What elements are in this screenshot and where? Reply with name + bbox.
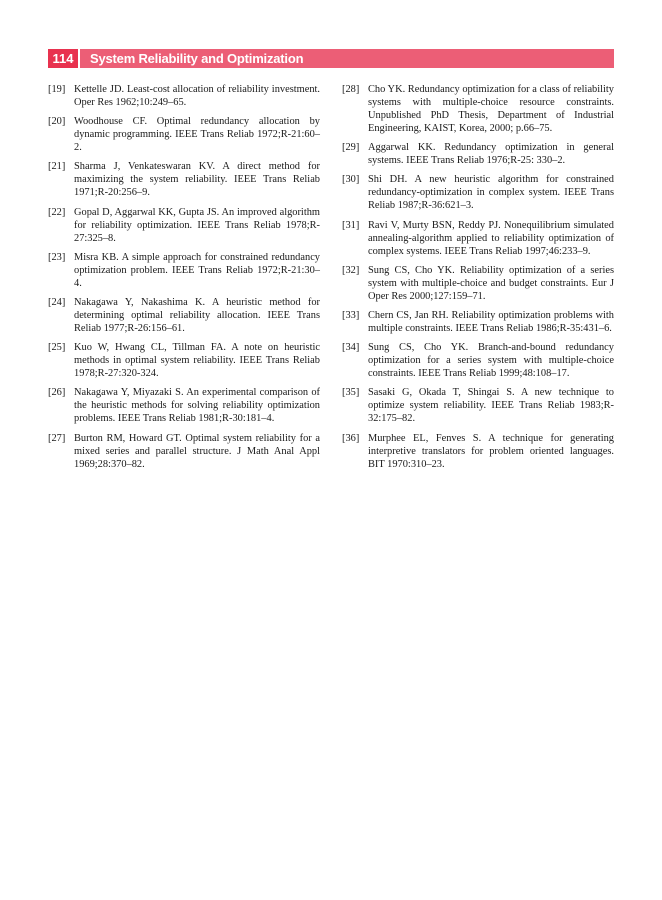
reference-text: Kuo W, Hwang CL, Tillman FA. A note on heuristic methods in optimal system reliability. IEEE Trans Reliab 1978;R-27:320-324. (74, 342, 320, 380)
reference-number: [28] (342, 84, 360, 95)
reference-number: [32] (342, 264, 360, 276)
reference-text: Nakagawa Y, Nakashima K. A heuristic method for determining optimal reliability allocation. IEEE Trans Reliab 1977;R-26:156–61. (74, 296, 320, 334)
reference-text: Nakagawa Y, Miyazaki S. An experimental comparison of the heuristic methods for solving reliability optimization problems. IEEE Trans Reliab 1981;R-30:181–4. (74, 387, 320, 425)
reference-item (48, 341, 320, 380)
reference-number: [26] (48, 387, 66, 399)
reference-number: [35] (342, 387, 360, 399)
reference-number: [25] (48, 342, 66, 354)
reference-item (48, 160, 320, 199)
reference-item (342, 83, 614, 135)
reference-text: Gopal D, Aggarwal KK, Gupta JS. An improved algorithm for reliability optimization. IEEE Trans Reliab 1978;R-27:325–8. (74, 206, 320, 244)
reference-number: [24] (48, 296, 66, 308)
reference-item (342, 309, 614, 335)
reference-item (48, 206, 320, 245)
reference-item (342, 341, 614, 380)
reference-text: Shi DH. A new heuristic algorithm for constrained redundancy-optimization in complex system. IEEE Trans Reliab 1987;R-36:621–3. (368, 174, 614, 212)
reference-item (342, 264, 614, 303)
reference-item (342, 173, 614, 212)
reference-text: Chern CS, Jan RH. Reliability optimization problems with multiple constraints. IEEE Trans Reliab 1986;R-35:431–6. (368, 309, 614, 334)
reference-number: [31] (342, 219, 360, 231)
reference-number: [20] (48, 116, 66, 128)
reference-number: [22] (48, 206, 66, 218)
reference-number: [33] (342, 309, 360, 321)
reference-number: [19] (48, 84, 66, 95)
reference-number: [36] (342, 432, 360, 444)
reference-item (48, 115, 320, 154)
reference-number: [27] (48, 432, 66, 444)
reference-item (48, 432, 320, 471)
reference-number: [29] (342, 142, 360, 154)
reference-text: Misra KB. A simple approach for constrained redundancy optimization problem. IEEE Trans Reliab 1972;R-21:30–4. (74, 251, 320, 289)
chapter-title: System Reliability and Optimization (80, 49, 614, 68)
reference-item (48, 296, 320, 335)
page-number: 114 (48, 49, 78, 68)
reference-number: [23] (48, 251, 66, 263)
reference-item (48, 251, 320, 290)
references-left-column (48, 83, 320, 477)
reference-text: Sasaki G, Okada T, Shingai S. A new technique to optimize system reliability. IEEE Trans Reliab 1983;R-32:175–82. (368, 387, 614, 425)
running-header (48, 49, 614, 68)
reference-item (48, 386, 320, 425)
reference-text: Burton RM, Howard GT. Optimal system reliability for a mixed series and parallel structure. J Math Anal Appl 1969;28:370–82. (74, 432, 320, 470)
reference-text: Sharma J, Venkateswaran KV. A direct method for maximizing the system reliability. IEEE Trans Reliab 1971;R-20:256–9. (74, 161, 320, 199)
reference-number: [34] (342, 342, 360, 354)
references-right-column (342, 83, 614, 477)
reference-item (342, 386, 614, 425)
reference-text: Kettelle JD. Least-cost allocation of reliability investment. Oper Res 1962;10:249–65. (74, 84, 320, 108)
reference-text: Woodhouse CF. Optimal redundancy allocation by dynamic programming. IEEE Trans Reliab 1972;R-21:60–2. (74, 116, 320, 154)
reference-item (342, 141, 614, 167)
reference-text: Murphee EL, Fenves S. A technique for generating interpretive translators for problem oriented languages. BIT 1970:310–23. (368, 432, 614, 470)
reference-text: Aggarwal KK. Redundancy optimization in general systems. IEEE Trans Reliab 1976;R-25: 330–2. (368, 142, 614, 167)
reference-item (342, 219, 614, 258)
reference-text: Cho YK. Redundancy optimization for a class of reliability systems with multiple-choice resource constraints. Unpublished PhD Thesis, Department of Industrial Engineering, KAIST, Korea, 2000; p.66–75. (368, 84, 614, 134)
reference-item (48, 83, 320, 109)
reference-item (342, 432, 614, 471)
reference-text: Sung CS, Cho YK. Reliability optimization of a series system with multiple-choice and budget constraints. Eur J Oper Res 2000;127:159–71. (368, 264, 614, 302)
reference-number: [30] (342, 174, 360, 186)
reference-text: Ravi V, Murty BSN, Reddy PJ. Nonequilibrium simulated annealing-algorithm applied to reliability optimization of complex systems. IEEE Trans Reliab 1997;46:233–9. (368, 219, 614, 257)
reference-text: Sung CS, Cho YK. Branch-and-bound redundancy optimization for a series system with multiple-choice constraints. IEEE Trans Reliab 1999;48:108–17. (368, 342, 614, 380)
reference-number: [21] (48, 161, 66, 173)
